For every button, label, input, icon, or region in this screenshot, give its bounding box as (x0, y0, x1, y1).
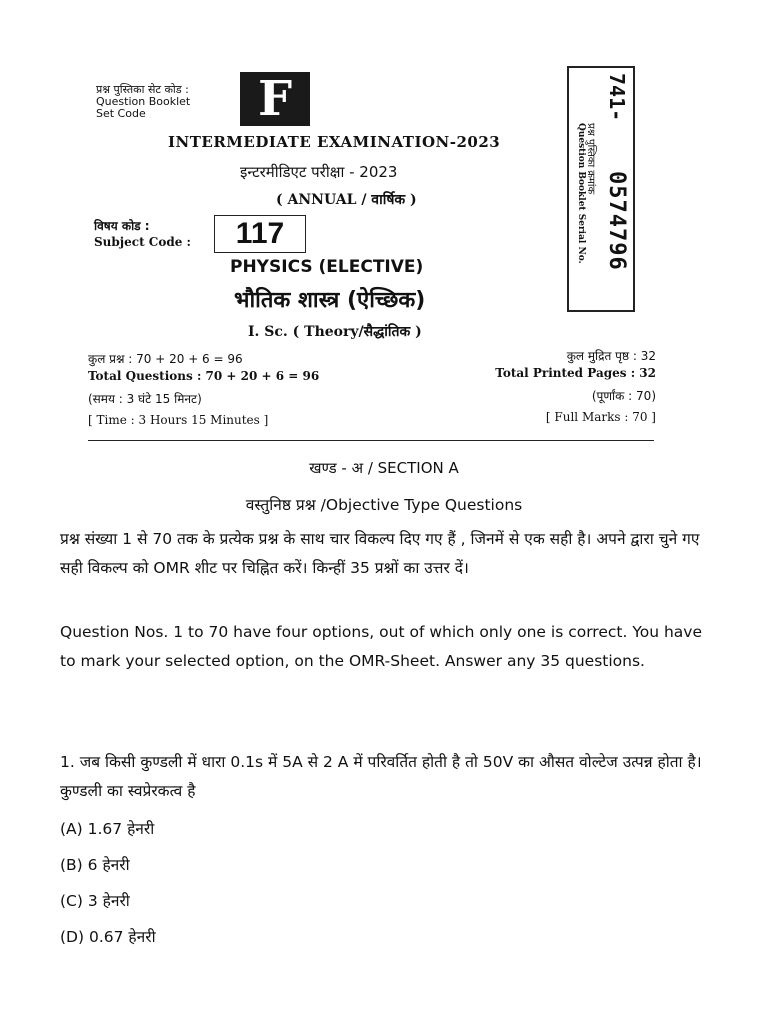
serial-label-english: Question Booklet Serial No. (576, 123, 586, 264)
total-questions-english: Total Questions : 70 + 20 + 6 = 96 (88, 369, 320, 383)
exam-title-english: INTERMEDIATE EXAMINATION-2023 (168, 133, 501, 151)
serial-rotated-content (571, 71, 631, 307)
serial-number-box (567, 66, 635, 312)
printed-pages-english: Total Printed Pages : 32 (495, 366, 656, 380)
booklet-set-code-label (96, 84, 236, 120)
booklet-label-english-1: Question Booklet (96, 95, 191, 108)
serial-prefix: 741- (605, 73, 629, 122)
serial-number: 0574796 (604, 171, 629, 271)
subject-code-box: 117 (214, 215, 306, 253)
question-1-text: 1. जब किसी कुण्डली में धारा 0.1s में 5A से 2 A में परिवर्तित होती है तो 50V का औसत वोल्टेज उत्पन्न होता है। कुण्डली का स्वप्रेरकत्व है (60, 753, 702, 800)
subject-level: I. Sc. ( Theory/सैद्धांतिक ) (248, 324, 422, 340)
question-1-option-b: (B) 6 हेनरी (60, 856, 130, 874)
exam-title-hindi: इन्टरमीडिएट परीक्षा - 2023 (240, 163, 398, 181)
header-divider (88, 440, 654, 441)
subject-title-english: PHYSICS (ELECTIVE) (230, 257, 424, 277)
full-marks-hindi: (पूर्णांक : 70) (591, 389, 656, 403)
instructions-english: Question Nos. 1 to 70 have four options, out of which only one is correct. You have to mark your selected option, on the OMR-Sheet. Answer any 35 questions. (60, 623, 703, 670)
total-questions-hindi: कुल प्रश्न : 70 + 20 + 6 = 96 (88, 352, 243, 366)
subject-code-label-hindi: विषय कोड : (94, 219, 150, 233)
set-code-badge: F (240, 72, 310, 126)
booklet-label-english-2: Set Code (96, 107, 146, 120)
exam-annual: ( ANNUAL / वार्षिक ) (276, 192, 417, 208)
booklet-label-hindi: प्रश्न पुस्तिका सेट कोड : (96, 83, 189, 96)
question-1-option-d: (D) 0.67 हेनरी (60, 928, 156, 946)
serial-label-hindi: प्रश्न पुस्तिका क्रमांक (585, 123, 596, 195)
full-marks-english: [ Full Marks : 70 ] (545, 410, 656, 424)
subject-code-label-english: Subject Code : (94, 235, 191, 249)
subject-code-label (94, 218, 191, 250)
time-english: [ Time : 3 Hours 15 Minutes ] (88, 413, 269, 427)
question-1-option-a: (A) 1.67 हेनरी (60, 820, 155, 838)
printed-pages-hindi: कुल मुद्रित पृष्ठ : 32 (566, 349, 656, 363)
section-title: खण्ड - अ / SECTION A (309, 459, 459, 477)
section-subtitle: वस्तुनिष्ठ प्रश्न /Objective Type Questions (245, 496, 523, 514)
instructions-hindi: प्रश्न संख्या 1 से 70 तक के प्रत्येक प्रश्न के साथ चार विकल्प दिए गए हैं , जिनमें से एक सही है। अपने द्वारा चुने गए सही विकल्प को OMR शीट पर चिह्नित करें। किन्हीं 35 प्रश्नों का उत्तर दें। (60, 530, 700, 577)
subject-title-hindi: भौतिक शास्त्र (ऐच्छिक) (234, 288, 426, 313)
time-hindi: (समय : 3 घंटे 15 मिनट) (88, 392, 202, 406)
question-1-option-c: (C) 3 हेनरी (60, 892, 130, 910)
